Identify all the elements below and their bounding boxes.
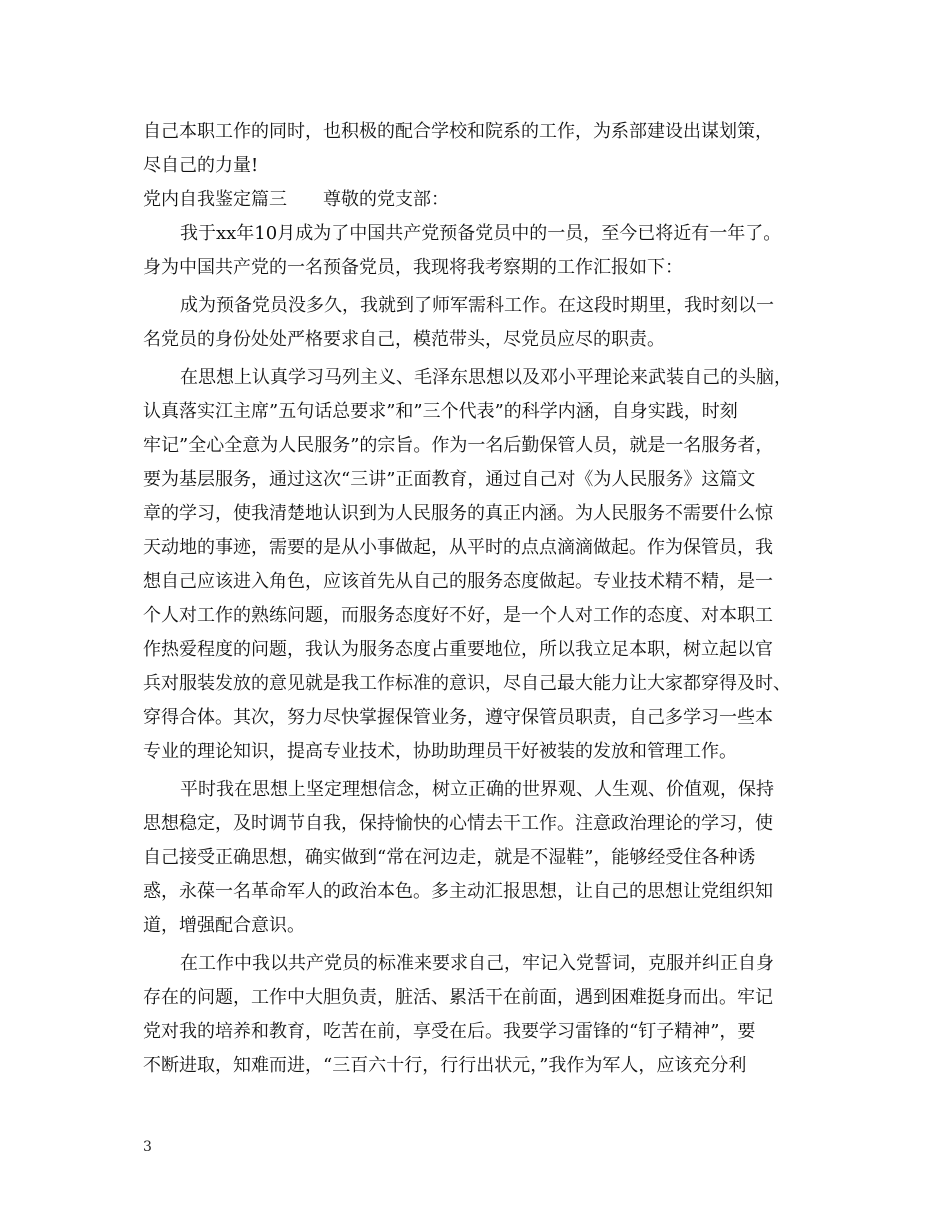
paragraph-line: 在思想上认真学习马列主义、毛泽东思想以及邓小平理论来武装自己的头脑， — [180, 367, 792, 388]
paragraph-line: 在工作中我以共产党员的标准来要求自己，牢记入党誓词，克服并纠正自身 — [180, 953, 774, 974]
paragraph-line: 身为中国共产党的一名预备党员，我现将我考察期的工作汇报如下： — [143, 257, 683, 278]
paragraph-line: 思想稳定，及时调节自我，保持愉快的心情去干工作。注意政治理论的学习，使 — [143, 813, 773, 834]
paragraph-line: 章的学习，使我清楚地认识到为人民服务的真正内涵。为人民服务不需要什么惊 — [143, 503, 773, 524]
section-title: 党内自我鉴定篇三 — [143, 189, 287, 210]
paragraph-line: 牢记”全心全意为人民服务”的宗旨。作为一名后勤保管人员，就是一名服务者， — [143, 435, 774, 456]
paragraph-line: 专业的理论知识，提高专业技术，协助助理员干好被装的发放和管理工作。 — [143, 741, 737, 762]
text-line: 尽自己的力量! — [143, 155, 259, 176]
paragraph-line: 存在的问题，工作中大胆负责，脏活、累活干在前面，遇到困难挺身而出。牢记 — [143, 987, 773, 1008]
paragraph-line: 作热爱程度的问题，我认为服务态度占重要地位，所以我立足本职，树立起以官 — [143, 639, 773, 660]
paragraph-line: 自己接受正确思想，确实做到“常在河边走，就是不湿鞋”，能够经受住各种诱 — [143, 847, 756, 868]
paragraph-line: 党对我的培养和教育，吃苦在前，享受在后。我要学习雷锋的“钉子精神”，要 — [143, 1021, 756, 1042]
paragraph-line: 兵对服装发放的意见就是我工作标准的意识，尽自己最大能力让大家都穿得及时、 — [143, 673, 791, 694]
paragraph-line: 我于xx年10月成为了中国共产党预备党员中的一员，至今已将近有一年了。 — [180, 223, 782, 244]
paragraph-line: 认真落实江主席”五句话总要求”和”三个代表”的科学内涵，自身实践，时刻 — [143, 401, 738, 422]
paragraph-line: 要为基层服务，通过这次“三讲”正面教育，通过自己对《为人民服务》这篇文 — [143, 469, 756, 490]
salutation: 尊敬的党支部： — [323, 189, 449, 210]
paragraph-line: 不断进取，知难而进，“三百六十行，行行出状元，”我作为军人，应该充分利 — [143, 1055, 747, 1076]
paragraph-line: 个人对工作的熟练问题，而服务态度好不好，是一个人对工作的态度、对本职工 — [143, 605, 773, 626]
document-body — [143, 116, 813, 1084]
paragraph-line: 惑，永葆一名革命军人的政治本色。多主动汇报思想，让自己的思想让党组织知 — [143, 881, 773, 902]
paragraph-line: 想自己应该进入角色，应该首先从自己的服务态度做起。专业技术精不精，是一 — [143, 571, 773, 592]
paragraph-line: 名党员的身份处处严格要求自己，模范带头，尽党员应尽的职责。 — [143, 329, 665, 350]
text-line: 自己本职工作的同时，也积极的配合学校和院系的工作，为系部建设出谋划策， — [143, 121, 773, 142]
paragraph-line: 成为预备党员没多久，我就到了师军需科工作。在这段时期里，我时刻以一 — [180, 295, 774, 316]
page-number: 3 — [143, 1139, 152, 1155]
paragraph-line: 平时我在思想上坚定理想信念，树立正确的世界观、人生观、价值观，保持 — [180, 779, 774, 800]
paragraph-line: 穿得合体。其次，努力尽快掌握保管业务，遵守保管员职责，自己多学习一些本 — [143, 707, 773, 728]
paragraph-line: 道，增强配合意识。 — [143, 915, 305, 936]
paragraph-line: 天动地的事迹，需要的是从小事做起，从平时的点点滴滴做起。作为保管员，我 — [143, 537, 773, 558]
section-heading — [143, 184, 813, 216]
